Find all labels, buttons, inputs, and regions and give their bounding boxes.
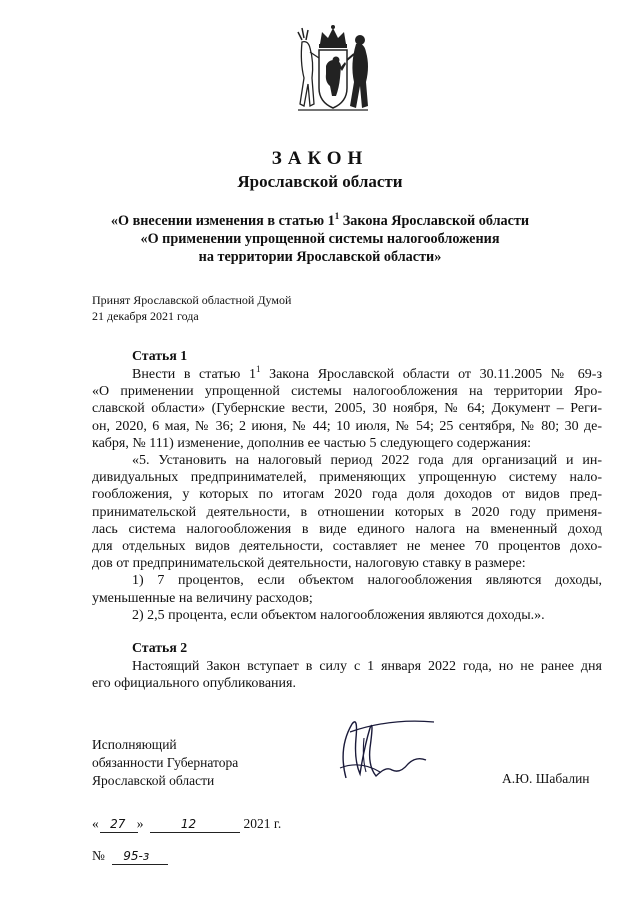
paragraph-line: славской области» (Губернские вести, 2005, 30 ноября, № 64; Документ – Реги-	[92, 401, 602, 417]
law-number-value: 95-з	[123, 849, 150, 863]
subtitle-line-3: на территории Ярославской области»	[198, 249, 442, 265]
document-type-title: ЗАКОН	[271, 148, 369, 169]
paragraph-line: «О применении упрощенной системы налогообложения на территории Яро-	[92, 384, 602, 400]
paragraph-line: принимательской деятельности, в отношении которых в 2020 году применя-	[92, 504, 602, 520]
signature-icon	[330, 708, 440, 788]
date-year: 2021 г.	[243, 816, 282, 831]
article-2-text	[92, 658, 602, 692]
law-subtitle	[40, 212, 600, 266]
region-title: Ярославской области	[237, 172, 403, 191]
paragraph-line: «5. Установить на налоговый период 2022 года для организаций и ин-	[132, 453, 602, 469]
date-day: 27	[110, 817, 126, 831]
paragraph-line: дов от предпринимательской деятельности, налоговую ставку в размере:	[92, 556, 526, 572]
law-number: № 95-з	[92, 848, 164, 864]
signatory-name: А.Ю. Шабалин	[502, 771, 590, 786]
paragraph-line: уменьшенные на величину расходов;	[92, 590, 313, 606]
date-month: 12	[180, 817, 197, 831]
paragraph-line: дивидуальных предпринимателей, применяющих упрощенную систему нало-	[92, 470, 602, 486]
paragraph-line: его официального опубликования.	[92, 676, 296, 692]
paragraph-line: 1) 7 процентов, если объектом налогообложения являются доходы,	[132, 573, 602, 589]
paragraph-line: лась система налогообложения в виде единого налога на вмененный доход	[92, 521, 602, 537]
article-2-heading: Статья 2	[132, 640, 188, 655]
paragraph-line: 2) 2,5 процента, если объектом налогообложения являются доходы.».	[132, 607, 545, 623]
subtitle-line-2: «О применении упрощенной системы налогообложения	[140, 231, 500, 247]
paragraph-line: для отдельных видов деятельности, составляет не менее 70 процентов дохо-	[92, 539, 602, 555]
signatory-position: Исполняющий обязанности Губернатора Ярославской области	[92, 737, 239, 788]
coat-of-arms-icon	[292, 22, 374, 124]
subtitle-line-1: «О внесении изменения в статью $1^1$ Закона Ярославской области	[110, 211, 530, 229]
article-1-heading: Статья 1	[132, 348, 188, 363]
paragraph-line: он, 2020, 6 мая, № 36; 2 июня, № 44; 10 июля, № 54; 25 сентября, № 80; 30 де-	[92, 418, 602, 434]
paragraph-line: Настоящий Закон вступает в силу с 1 января 2022 года, но не ранее дня	[132, 659, 602, 674]
article-1-text	[92, 366, 602, 624]
signing-date: « 27 » 12 2021 г.	[92, 816, 282, 831]
acceptance-note: Принят Ярославской областной Думой 21 декабря 2021 года	[92, 293, 292, 323]
paragraph-line: кабря, № 111) изменение, дополнив ее частью 5 следующего содержания:	[92, 435, 532, 451]
paragraph-line: гообложения, у которых по итогам 2020 года доля доходов от видов пред-	[92, 487, 602, 503]
paragraph-line: Внести в статью $1^1$ Закона Ярославской области от 30.11.2005 № 69-з	[132, 364, 602, 382]
